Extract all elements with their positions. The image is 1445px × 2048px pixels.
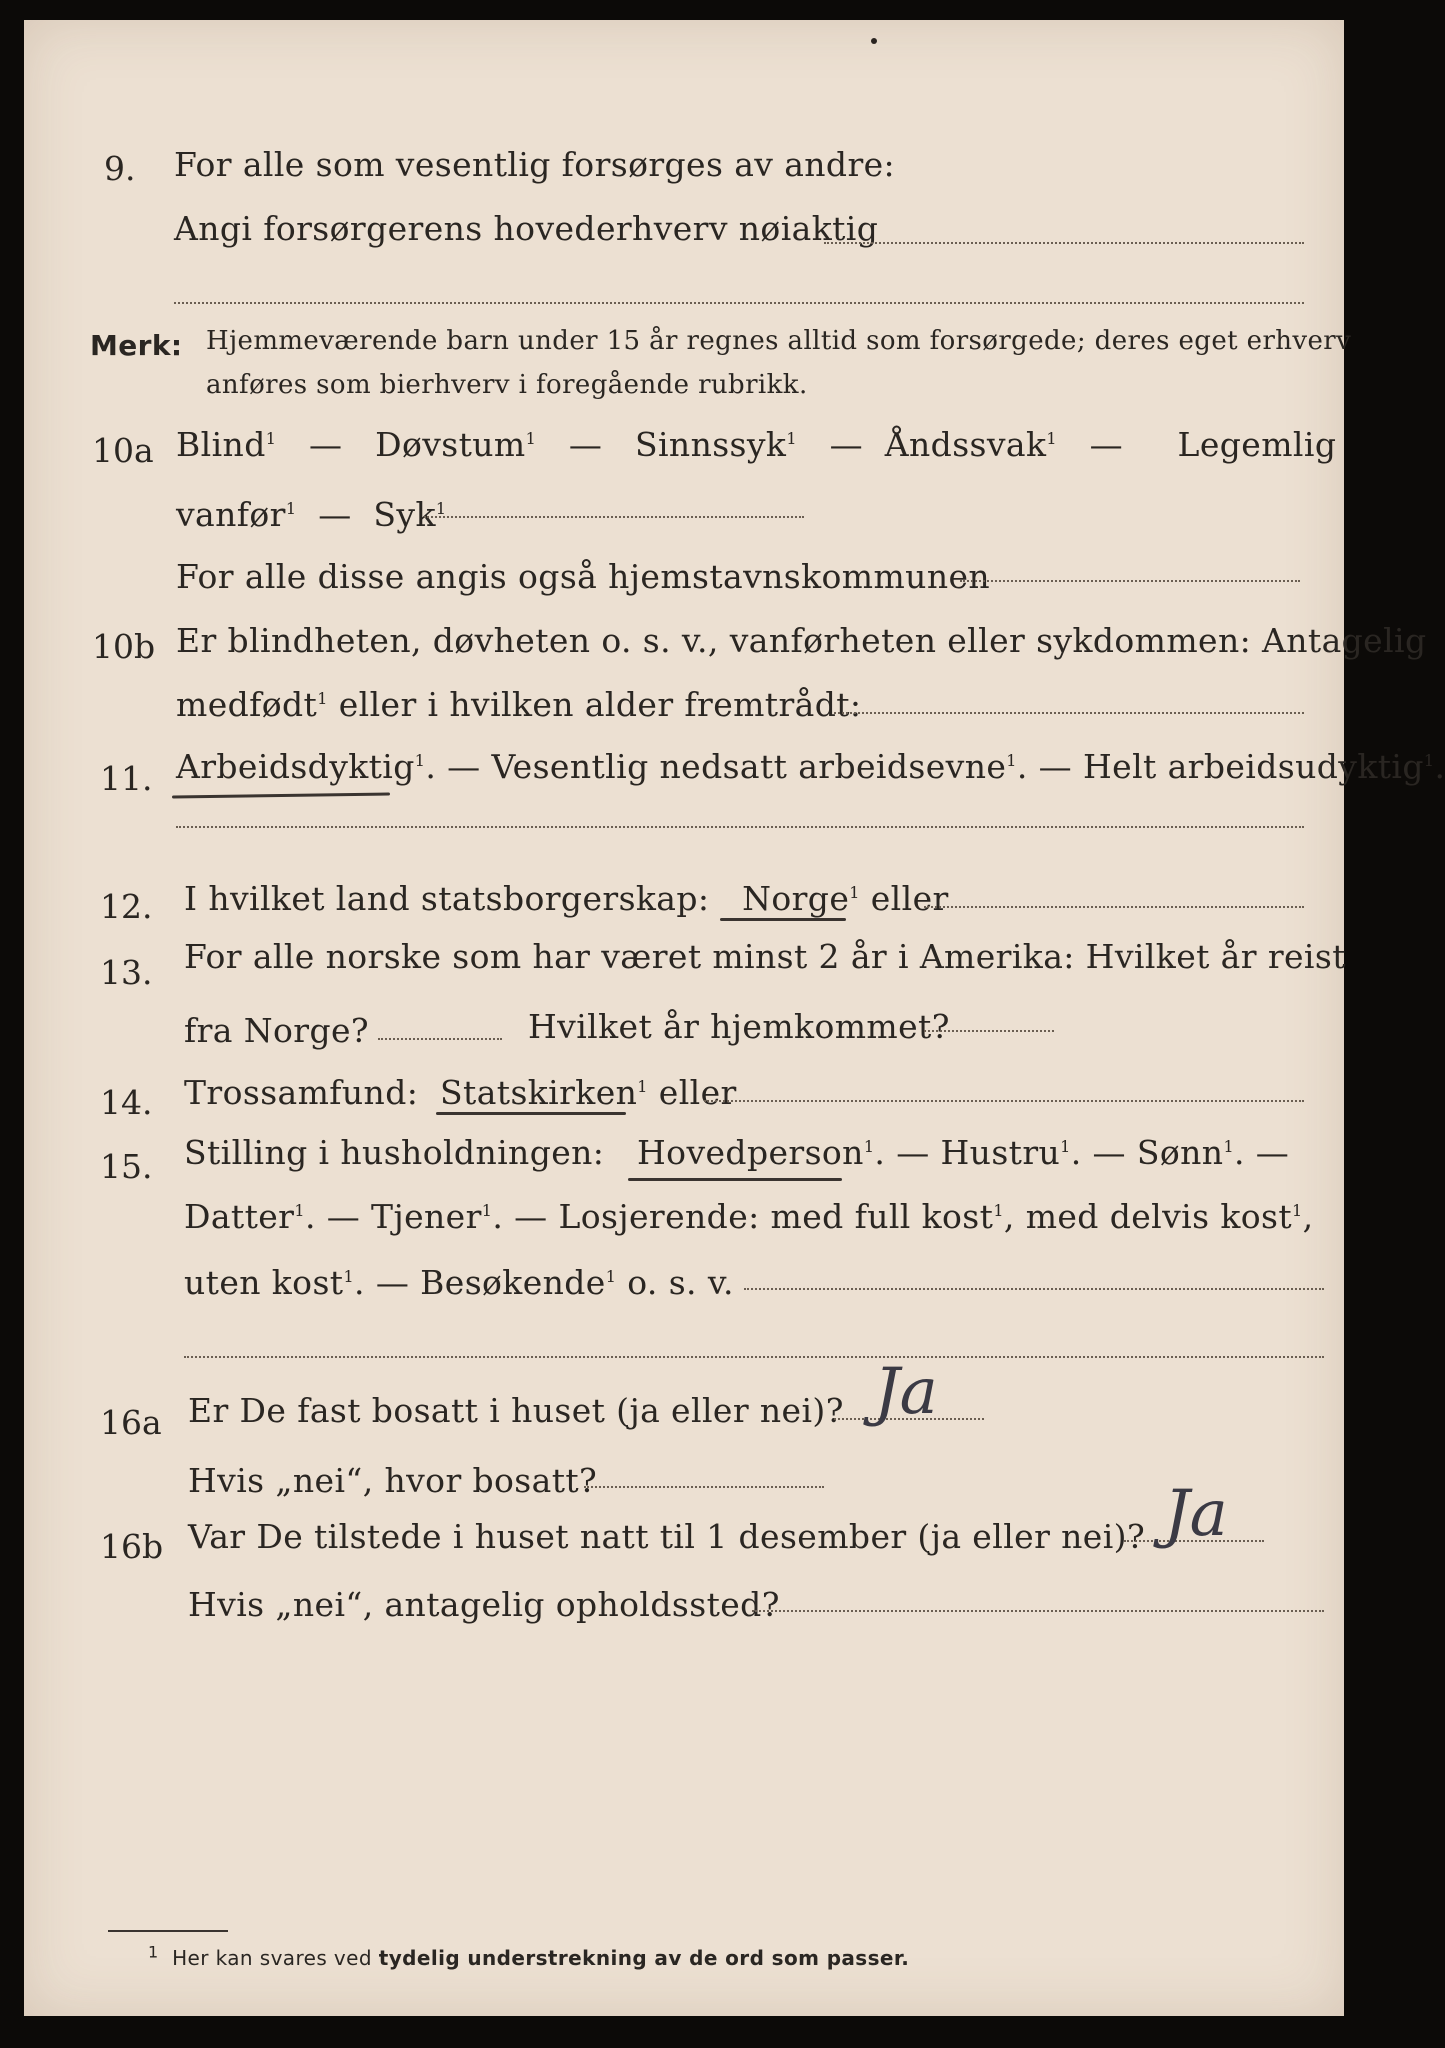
q16b-line2: Hvis „nei“, antagelig opholdssted? [188,1585,780,1624]
q10b-line2: medfødt$^1$ eller i hvilken alder fremtrådt: [176,685,862,724]
q15-line1: Stilling i husholdningen: Hovedperson$^1$. — Hustru$^1$. — Sønn$^1$. — [184,1133,1290,1172]
q10b-line1: Er blindheten, døvheten o. s. v., vanførheten eller sykdommen: Antagelig [176,621,1427,660]
q10a-line3: For alle disse angis også hjemstavnskommunen [176,557,991,596]
q13-line1: For alle norske som har været minst 2 år i Amerika: Hvilket år reist [184,937,1346,976]
form-page [24,20,1445,2016]
q10a-line1: Blind$^1$ — Døvstum$^1$ — Sinnssyk$^1$ — Åndssvak$^1$ — Legemlig [176,425,1337,464]
q16b-opholdssted-line[interactable] [752,1610,1324,1612]
q16a-line2: Hvis „nei“, hvor bosatt? [188,1461,598,1500]
q16b-line1: Var De tilstede i huset natt til 1 desember (ja eller nei)? [188,1517,1146,1556]
q11-number: 11. [100,759,153,798]
q16b-number: 16b [100,1527,164,1566]
q15-answer-line[interactable] [744,1288,1324,1290]
q16a-line1: Er De fast bosatt i huset (ja eller nei)? [188,1391,844,1430]
q15-selected-underline [628,1178,842,1181]
merk-line2: anføres som bierhverv i foregående rubrikk. [206,370,808,400]
q15-line3: uten kost$^1$. — Besøkende$^1$ o. s. v. [184,1263,734,1302]
q12-line1: I hvilket land statsborgerskap: Norge$^1$ eller [184,879,949,918]
q12-selected-underline [720,918,846,921]
q10a-hjemstavn-line[interactable] [960,580,1300,582]
q13-hjemkommet-line[interactable] [924,1030,1054,1032]
q14-answer-line[interactable] [704,1100,1304,1102]
q13-line2b: Hvilket år hjemkommet? [528,1007,950,1046]
q15-answer-line-2[interactable] [184,1356,1324,1358]
q9-line1: For alle som vesentlig forsørges av andre: [174,145,896,184]
merk-label: Merk: [90,329,183,362]
q16a-bosatt-line[interactable] [584,1486,824,1488]
q15-line2: Datter$^1$. — Tjener$^1$. — Losjerende: med full kost$^1$, med delvis kost$^1$, [184,1197,1314,1236]
q16a-handwritten-answer: Ja [874,1355,938,1429]
q12-number: 12. [100,887,153,926]
q9-answer-line-2[interactable] [174,302,1304,304]
q15-number: 15. [100,1147,153,1186]
q14-line1: Trossamfund: Statskirken$^1$ eller [184,1073,737,1112]
q14-selected-underline [436,1112,626,1115]
footnote: $^1$ Her kan svares ved tydelig understrekning av de ord som passer. [148,1942,910,1970]
q10a-answer-line[interactable] [424,516,804,518]
q9-number: 9. [104,149,136,188]
ink-speck [871,38,877,44]
q16b-handwritten-answer: Ja [1164,1477,1228,1551]
q14-number: 14. [100,1083,153,1122]
q13-number: 13. [100,953,153,992]
merk-line1: Hjemmeværende barn under 15 år regnes alltid som forsørgede; deres eget erhverv [206,326,1352,356]
q10a-number: 10a [92,431,154,470]
q10b-number: 10b [92,627,156,666]
q11-line1: Arbeidsdyktig$^1$. — Vesentlig nedsatt arbeidsevne$^1$. — Helt arbeidsudyktig$^1$. [176,747,1445,786]
q13-reist-line[interactable] [378,1038,502,1040]
q10a-line2: vanfør$^1$ — Syk$^1$ [176,495,447,534]
q11-answer-line[interactable] [176,826,1304,828]
q9-answer-line[interactable] [824,242,1304,244]
q12-answer-line[interactable] [924,906,1304,908]
footnote-rule [108,1930,228,1932]
q9-line2: Angi forsørgerens hovederhverv nøiaktig [174,209,879,248]
q11-selected-underline [172,792,390,798]
q10b-answer-line[interactable] [834,712,1304,714]
q16a-number: 16a [100,1403,162,1442]
q13-line2a: fra Norge? [184,1011,370,1050]
